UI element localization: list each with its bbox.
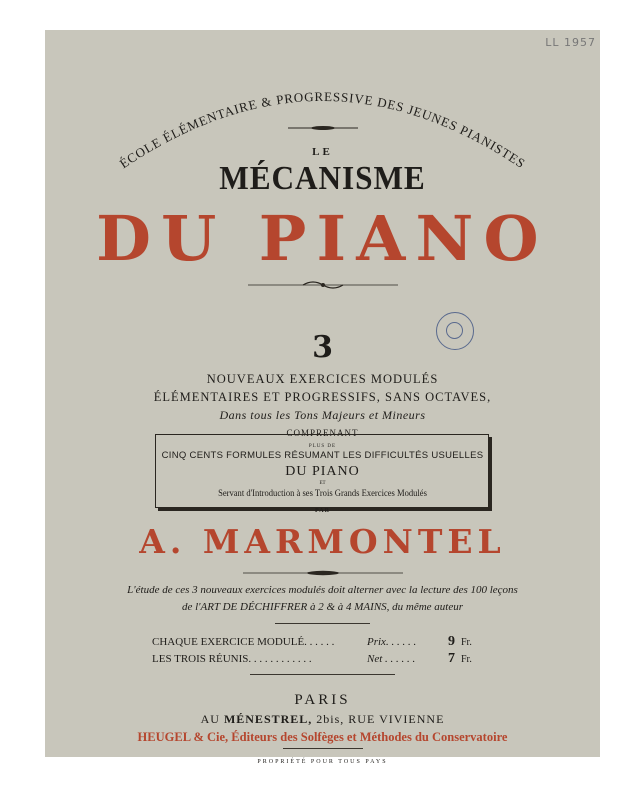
box-servant: Servant d'Introduction à ses Trois Grands Exercices Modulés: [218, 488, 427, 498]
price-currency: Fr.: [461, 637, 472, 648]
menestrel-name: MÉNESTREL,: [223, 712, 313, 726]
subtitle-line-3: Dans tous les Tons Majeurs et Mineurs: [219, 408, 426, 422]
author-name: A. MARMONTEL: [139, 522, 506, 561]
price-type: Net . . . . . .: [367, 653, 416, 665]
title-du-piano: DU PIANO: [96, 202, 549, 275]
rule-below-prices: [250, 674, 395, 675]
arch-title-text: ÉCOLE ÉLÉMENTAIRE & PROGRESSIVE DES JEUNES PIANISTES: [116, 88, 529, 172]
price-label: CHAQUE EXERCICE MODULÉ. . . . . .: [152, 636, 335, 648]
copyright-notice: PROPRIÉTÉ POUR TOUS PAYS: [257, 759, 388, 765]
city: PARIS: [294, 692, 351, 708]
ornament-middle-icon: [248, 280, 398, 290]
article-le: LE: [312, 146, 333, 158]
box-du-piano: DU PIANO: [285, 464, 360, 479]
address-street: 2bis, RUE VIVIENNE: [316, 712, 445, 726]
box-formules: CINQ CENTS FORMULES RÉSUMANT LES DIFFICULTÉS USUELLES: [161, 450, 484, 461]
price-row: [152, 634, 472, 650]
price-value: 7: [448, 651, 455, 666]
ornament-author-icon: [243, 569, 403, 577]
address-prefix: AU: [200, 712, 220, 726]
price-currency: Fr.: [461, 654, 472, 665]
box-plus-de: PLUS DE: [308, 444, 337, 449]
publisher-heugel: HEUGEL & Cie, Éditeurs des Solfèges et Méthodes du Conservatoire: [137, 730, 508, 744]
comprenant-label: COMPRENANT: [286, 428, 359, 438]
title-mecanisme: MÉCANISME: [219, 160, 426, 197]
price-label: LES TROIS RÉUNIS. . . . . . . . . . . .: [152, 653, 312, 665]
price-row: [152, 651, 472, 667]
price-value: 9: [448, 634, 455, 649]
pencil-note: LL 1957: [545, 36, 596, 49]
rule-footer: [283, 748, 363, 749]
ornament-top-icon: [288, 124, 358, 132]
study-note-line-2: de l'ART DE DÉCHIFFRER à 2 & à 4 MAINS, du même auteur: [181, 601, 464, 613]
publisher-address: [45, 712, 600, 727]
box-et: ET: [319, 481, 326, 486]
par-label: PAR: [315, 508, 330, 514]
subtitle-line-1: NOUVEAUX EXERCICES MODULÉS: [206, 372, 439, 386]
title-page: [45, 30, 600, 765]
price-type: Prix. . . . . .: [367, 636, 417, 648]
exercise-count: 3: [312, 330, 333, 365]
rule-above-prices: [275, 623, 370, 624]
study-note-line-1: L'étude de ces 3 nouveaux exercices modulés doit alterner avec la lecture des 100 leçons: [127, 584, 518, 596]
subtitle-line-2: ÉLÉMENTAIRES ET PROGRESSIFS, SANS OCTAVES,: [153, 390, 492, 404]
